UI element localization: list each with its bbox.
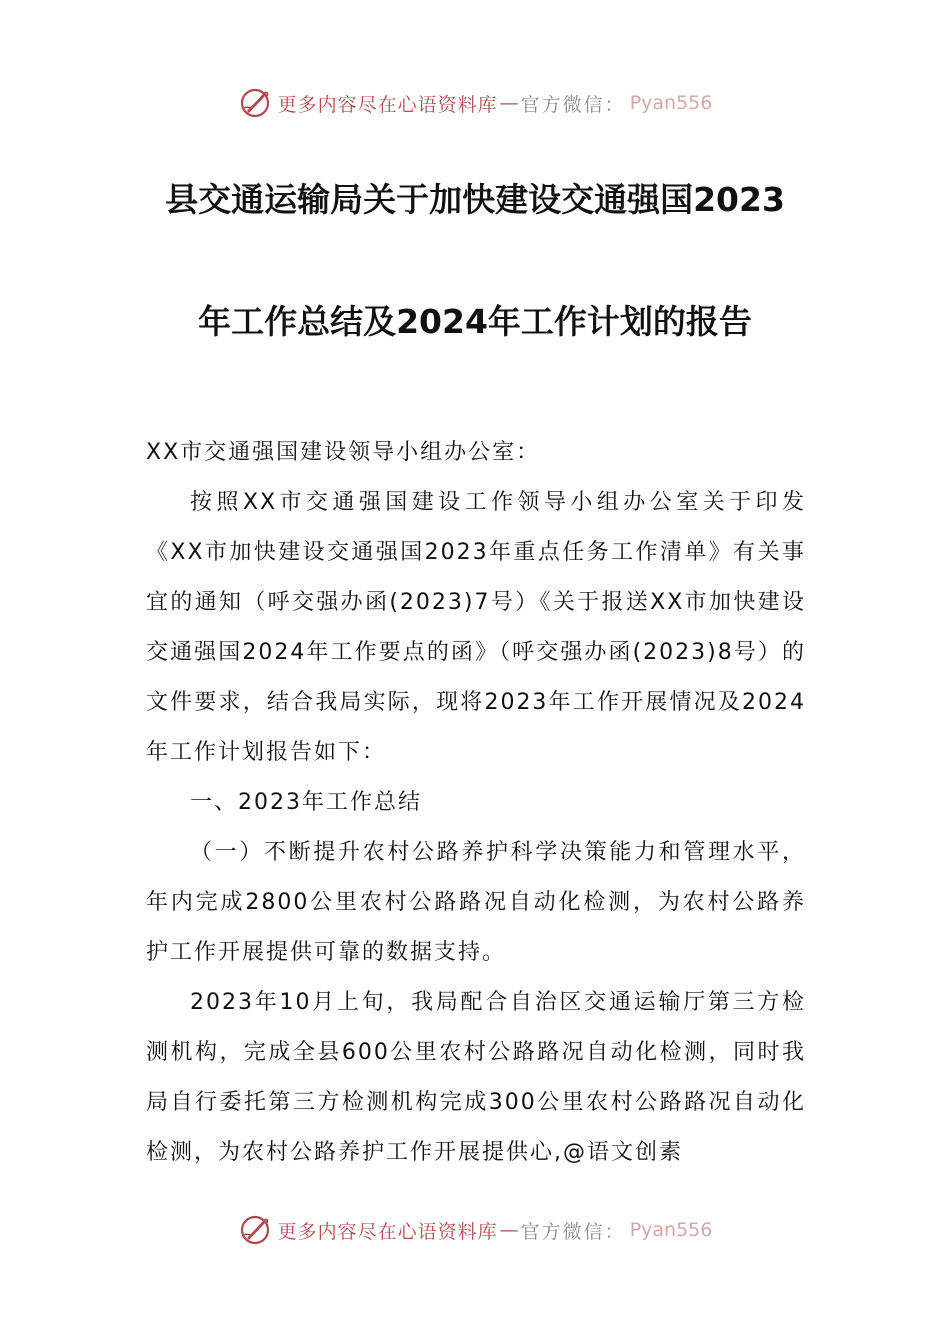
section-heading: 一、2023年工作总结 bbox=[190, 790, 422, 815]
subsection-heading: （一）不断提升农村公路养护科学决策能力和管理水平，年内完成2800公里农村公路路况自动化检测，为农村公路养护工作开展提供可靠的数据支持。 bbox=[146, 840, 806, 965]
watermark-header bbox=[0, 85, 950, 121]
paragraph-detail: 2023年10月上旬，我局配合自治区交通运输厅第三方检测机构，完成全县600公里农村公路路况自动化检测，同时我局自行委托第三方检测机构完成300公里农村公路路况自动化检测，为农村公路养护工作开展提供心,@语文创素 bbox=[146, 990, 806, 1165]
document-title-line-2: 年工作总结及2024年工作计划的报告 bbox=[198, 302, 752, 341]
watermark-label: 官方微信： bbox=[520, 93, 626, 116]
watermark-dash: — bbox=[499, 1219, 519, 1241]
salutation: XX市交通强国建设领导小组办公室： bbox=[146, 440, 541, 465]
watermark-wechat-id: Pyan556 bbox=[629, 92, 713, 114]
watermark-main-text: 更多内容尽在心语资料库 bbox=[277, 1220, 498, 1243]
quill-logo-icon bbox=[238, 1213, 272, 1247]
document-title-line-1: 县交通运输局关于加快建设交通强国2023 bbox=[165, 180, 785, 219]
watermark-footer bbox=[0, 1212, 950, 1248]
paragraph-intro: 按照XX市交通强国建设工作领导小组办公室关于印发《XX市加快建设交通强国2023年重点任务工作清单》有关事宜的通知（呼交强办函(2023)7号）《关于报送XX市加快建设交通强国2024年工作要点的函》（呼交强办函(2023)8号）的文件要求，结合我局实际，现将2023年工作开展情况及2024年工作计划报告如下： bbox=[146, 490, 806, 765]
watermark-dash: — bbox=[499, 92, 519, 114]
watermark-label: 官方微信： bbox=[520, 1220, 626, 1243]
watermark-main-text: 更多内容尽在心语资料库 bbox=[277, 93, 498, 116]
watermark-wechat-id: Pyan556 bbox=[629, 1219, 713, 1241]
quill-logo-icon bbox=[238, 86, 272, 120]
document-body bbox=[146, 428, 806, 1178]
